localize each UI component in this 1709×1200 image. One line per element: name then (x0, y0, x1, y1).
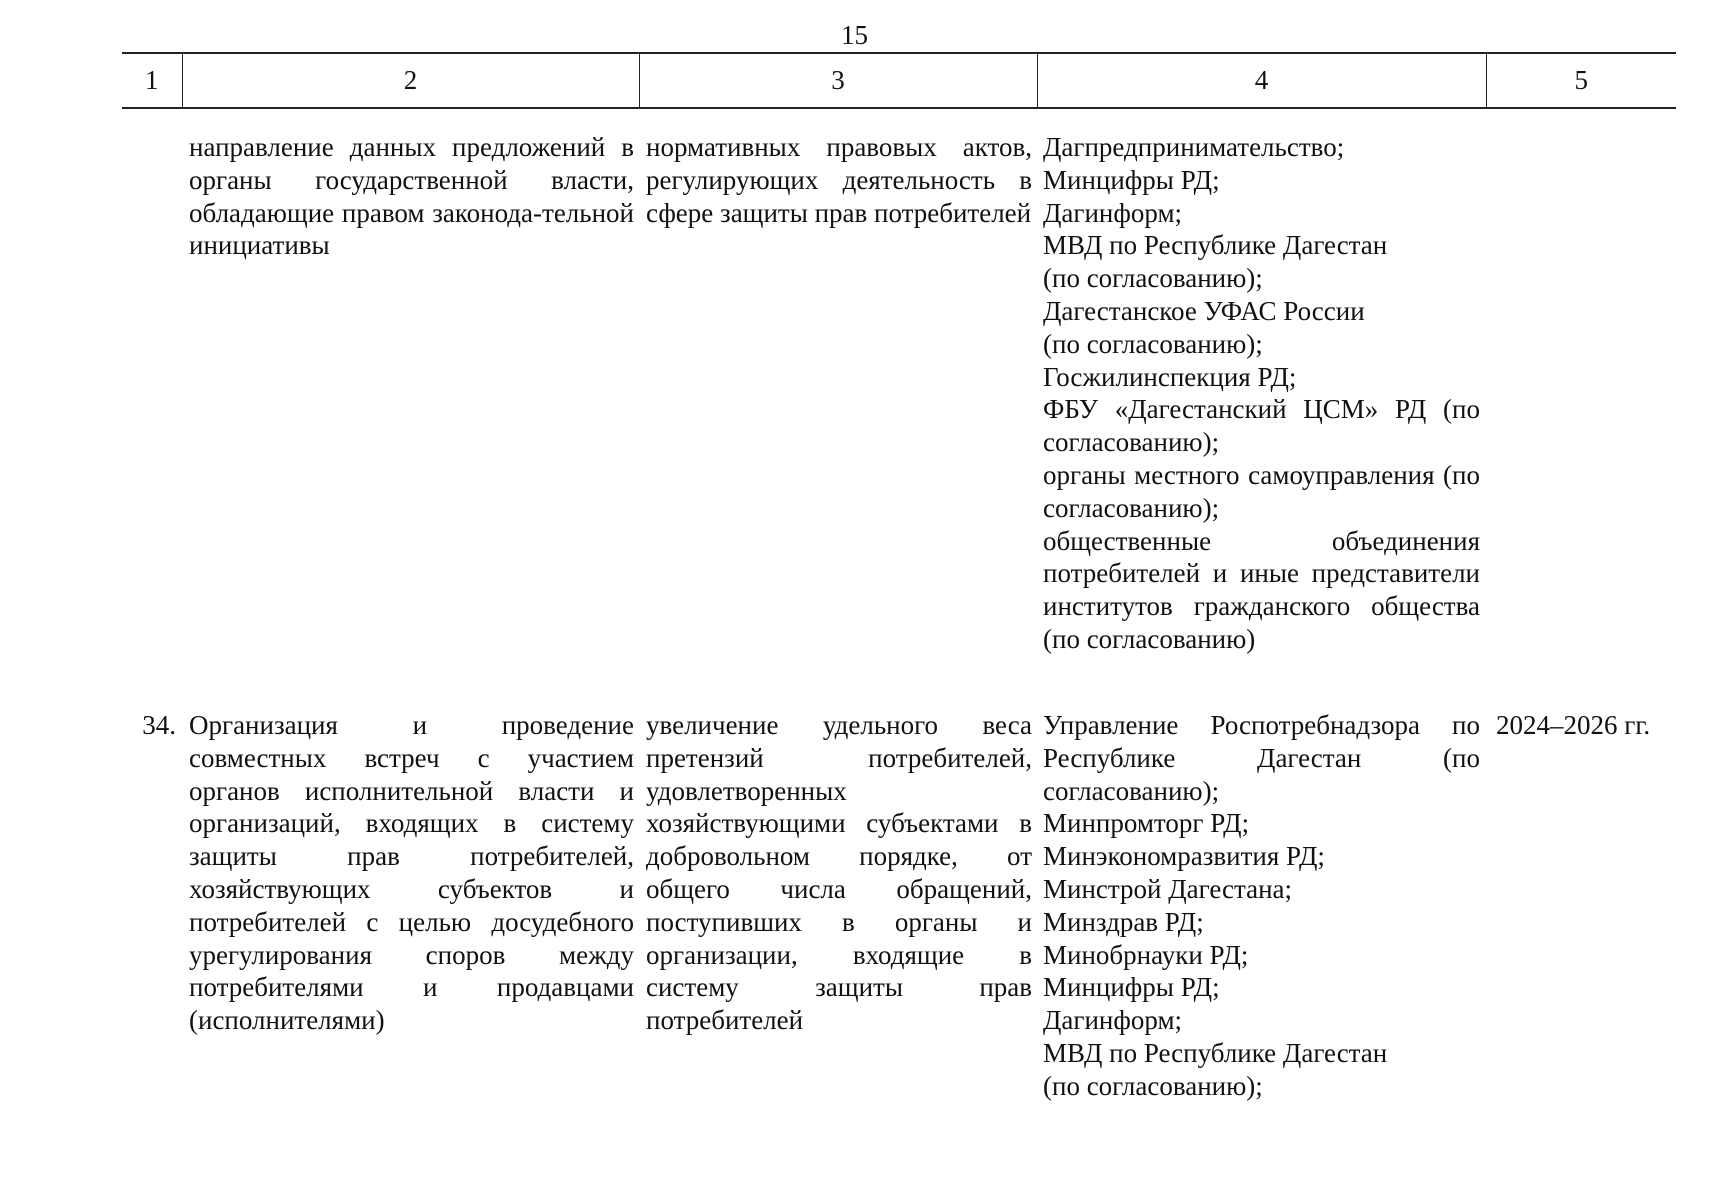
executor-item: Минобрнауки РД; (1043, 939, 1249, 970)
executor-item: (по согласованию); (1043, 263, 1263, 294)
executor-item: Дагестанское УФАС России (1043, 295, 1365, 326)
executor-item: органы местного самоуправления (по согласованию); (1043, 459, 1480, 523)
deadline: 2024–2026 гг. (1496, 710, 1651, 740)
executor-item: Минпромторг РД; (1043, 808, 1250, 839)
executor-item: Минздрав РД; (1043, 906, 1204, 937)
responsible-executors (1043, 709, 1480, 1103)
column-header-row (122, 53, 1676, 108)
executor-item: Дагпредпринимательство; (1043, 132, 1345, 162)
executor-item: общественные объединения потребителей и иные представители институтов гражданского общества (по согласованию) (1043, 525, 1480, 654)
executor-item: Минцифры РД; (1043, 972, 1220, 1003)
column-header-2: 2 (182, 53, 639, 108)
executor-item: (по согласованию); (1043, 328, 1263, 359)
executor-item: Дагинформ; (1043, 1005, 1183, 1036)
column-header-3: 3 (639, 53, 1037, 108)
item-number: 34. (142, 710, 176, 740)
executor-item: Минэкономразвития РД; (1043, 841, 1325, 872)
page-number: 15 (841, 20, 868, 50)
expected-result: нормативных правовых актов, регулирующих деятельность в сфере защиты прав потребителей (646, 132, 1032, 228)
executor-item: ФБУ «Дагестанский ЦСМ» РД (по согласованию); (1043, 394, 1480, 458)
executor-item: Дагинформ; (1043, 197, 1183, 228)
executor-item: МВД по Республике Дагестан (1043, 230, 1388, 261)
executor-item: МВД по Республике Дагестан (1043, 1037, 1388, 1068)
executor-item: Минцифры РД; (1043, 164, 1220, 195)
responsible-executors (1043, 131, 1480, 656)
expected-result: увеличение удельного веса претензий потребителей, удовлетворенных хозяйствующими субъектами в добровольном порядке, от общего числа обращений, поступивших в органы и организации, входящие в систему защиты прав потребителей (646, 710, 1032, 1036)
column-header-4: 4 (1037, 53, 1486, 108)
executor-item: Госжилинспекция РД; (1043, 361, 1297, 392)
executor-item: (по согласованию); (1043, 1070, 1263, 1101)
column-header-1: 1 (122, 53, 182, 108)
measure-description: Организация и проведение совместных встреч с участием органов исполнительной власти и организаций, входящих в систему защиты прав потребителей, хозяйствующих субъектов и потребителей с целью досудебного урегулирования споров между потребителями и продавцами (исполнителями) (189, 710, 634, 1036)
executor-item: Управление Роспотребнадзора по Республике Дагестан (по согласованию); (1043, 710, 1480, 806)
column-header-5: 5 (1486, 53, 1676, 108)
column-header-table (122, 52, 1676, 109)
measure-description: направление данных предложений в органы государственной власти, обладающие правом законода-тельной инициативы (189, 132, 634, 261)
executor-item: Минстрой Дагестана; (1043, 873, 1293, 904)
